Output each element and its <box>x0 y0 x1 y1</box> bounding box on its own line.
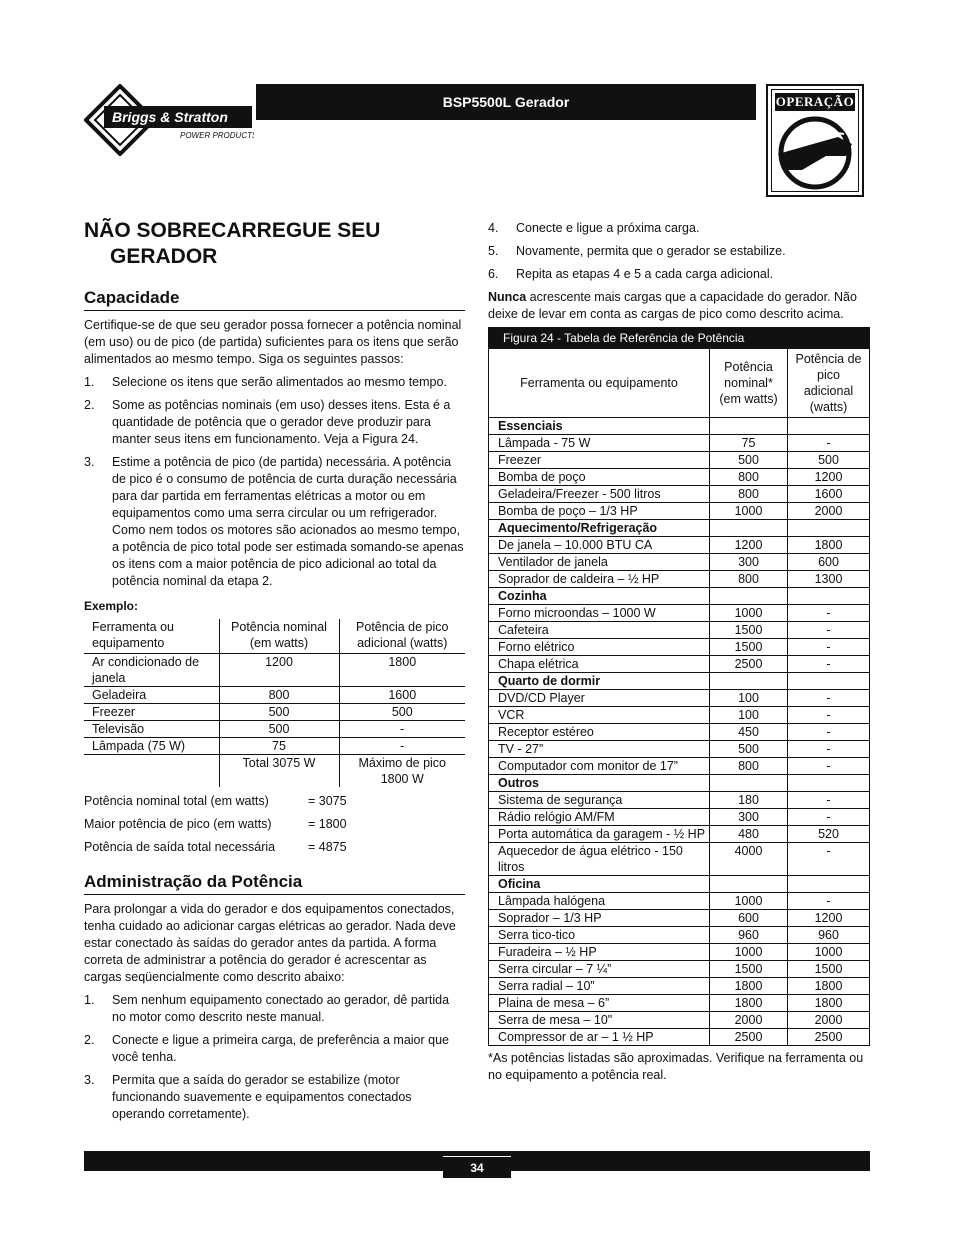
category-label: Oficina <box>489 876 710 893</box>
table-row: Geladeira 800 1600 <box>84 687 465 704</box>
equipment-name: Serra tico-tico <box>489 927 710 944</box>
nominal-watts: 2000 <box>710 1012 788 1029</box>
peak-watts: 2500 <box>788 1029 870 1046</box>
table-row <box>489 554 870 571</box>
summary-line: Potência de saída total necessária = 4875 <box>84 840 347 854</box>
nominal-watts: 180 <box>710 792 788 809</box>
nominal-watts: 1000 <box>710 605 788 622</box>
equipment-name: Cafeteira <box>489 622 710 639</box>
equipment-name: Bomba de poço <box>489 469 710 486</box>
category-label: Quarto de dormir <box>489 673 710 690</box>
table-header-row <box>489 349 870 418</box>
summary-line: Maior potência de pico (em watts) = 1800 <box>84 817 347 831</box>
peak-watts: - <box>788 435 870 452</box>
table-footnote: *As potências listadas são aproximadas. Verifique na ferramenta ou no equipamento a potência real. <box>488 1051 864 1082</box>
equipment-name: Rádio relógio AM/FM <box>489 809 710 826</box>
equipment-name: Forno microondas – 1000 W <box>489 605 710 622</box>
brand-logo <box>84 84 254 156</box>
table-row <box>489 792 870 809</box>
nominal-watts: 1200 <box>710 537 788 554</box>
nominal-watts: 1800 <box>710 995 788 1012</box>
table-row <box>489 622 870 639</box>
nominal-watts: 1000 <box>710 893 788 910</box>
table-row <box>489 486 870 503</box>
power-reference-table <box>488 327 870 1046</box>
nominal-watts: 100 <box>710 690 788 707</box>
peak-watts: 1200 <box>788 910 870 927</box>
nominal-watts: 480 <box>710 826 788 843</box>
equipment-name: Aquecedor de água elétrico - 150 litros <box>489 843 710 876</box>
equipment-name: Compressor de ar – 1 ½ HP <box>489 1029 710 1046</box>
peak-watts: 2000 <box>788 503 870 520</box>
category-label: Aquecimento/Refrigeração <box>489 520 710 537</box>
table-row <box>489 995 870 1012</box>
max-peak: Máximo de pico 1800 W <box>339 755 465 788</box>
table-category-row <box>489 520 870 537</box>
example-label: Exemplo: <box>84 599 139 613</box>
table-row <box>489 978 870 995</box>
capacity-intro: Certifique-se de que seu gerador possa fornecer a potência nominal (em uso) ou de pico (de partida) suficientes para os itens que serão alimentados ao mesmo tempo. Siga os seguintes passos: <box>84 318 462 366</box>
peak-watts: - <box>788 656 870 673</box>
peak-watts: 1600 <box>788 486 870 503</box>
table-row: Ar condicionado de janela 1200 1800 <box>84 654 465 687</box>
table-row <box>489 809 870 826</box>
hand-control-icon <box>772 112 858 192</box>
peak-watts: - <box>788 809 870 826</box>
equipment-name: Porta automática da garagem - ½ HP <box>489 826 710 843</box>
equipment-name: Chapa elétrica <box>489 656 710 673</box>
list-item: 2. Some as potências nominais (em uso) desses itens. Esta é a quantidade de potência que o gerador deve produzir para manter seus itens em funcionamento. Veja a Figura 24. <box>84 398 451 446</box>
nominal-watts: 300 <box>710 809 788 826</box>
table-row <box>489 707 870 724</box>
table-row <box>489 944 870 961</box>
peak-watts: 1300 <box>788 571 870 588</box>
table-row <box>489 843 870 876</box>
nominal-watts: 1800 <box>710 978 788 995</box>
column-header: Potência de pico adicional (watts) <box>339 619 465 654</box>
table-row <box>489 910 870 927</box>
left-column <box>84 218 465 1123</box>
equipment-name: Lâmpada - 75 W <box>489 435 710 452</box>
equipment-name: Freezer <box>489 452 710 469</box>
nominal-watts: 800 <box>710 758 788 775</box>
nominal-watts: 1000 <box>710 503 788 520</box>
table-row <box>489 469 870 486</box>
peak-watts: - <box>788 690 870 707</box>
peak-watts: 1800 <box>788 537 870 554</box>
nominal-watts: 2500 <box>710 1029 788 1046</box>
equipment-name: Soprador de caldeira – ½ HP <box>489 571 710 588</box>
table-row <box>489 639 870 656</box>
table-caption: Figura 24 - Tabela de Referência de Potência <box>489 328 870 349</box>
capacity-heading: Capacidade <box>84 288 465 311</box>
table-header-row <box>84 619 465 654</box>
table-category-row <box>489 588 870 605</box>
category-label: Essenciais <box>489 418 710 435</box>
table-row <box>489 758 870 775</box>
table-row <box>489 656 870 673</box>
equipment-name: VCR <box>489 707 710 724</box>
table-category-row <box>489 775 870 792</box>
peak-watts: 1200 <box>788 469 870 486</box>
list-item: 1. Selecione os itens que serão alimentados ao mesmo tempo. <box>84 375 447 389</box>
table-row <box>489 605 870 622</box>
peak-watts: 1800 <box>788 978 870 995</box>
equipment-name: Receptor estéreo <box>489 724 710 741</box>
table-row <box>489 927 870 944</box>
nominal-watts: 800 <box>710 571 788 588</box>
page-number: 34 <box>443 1156 511 1178</box>
nominal-watts: 800 <box>710 469 788 486</box>
nominal-watts: 4000 <box>710 843 788 876</box>
table-row <box>489 1029 870 1046</box>
nominal-watts: 1500 <box>710 639 788 656</box>
peak-watts: 960 <box>788 927 870 944</box>
peak-watts: 1000 <box>788 944 870 961</box>
table-row <box>489 724 870 741</box>
peak-watts: - <box>788 605 870 622</box>
nominal-watts: 1500 <box>710 622 788 639</box>
table-total-row <box>84 755 465 788</box>
column-header: Ferramenta ou equipamento <box>84 619 219 654</box>
peak-watts: 2000 <box>788 1012 870 1029</box>
table-row <box>489 741 870 758</box>
peak-watts: 600 <box>788 554 870 571</box>
section-badge <box>766 84 864 197</box>
nominal-watts: 600 <box>710 910 788 927</box>
equipment-name: Furadeira – ½ HP <box>489 944 710 961</box>
peak-watts: - <box>788 893 870 910</box>
peak-watts: 1500 <box>788 961 870 978</box>
table-row <box>489 503 870 520</box>
peak-watts: - <box>788 843 870 876</box>
svg-text:POWER PRODUCTS: POWER PRODUCTS <box>180 131 254 140</box>
equipment-name: Serra circular – 7 ¼” <box>489 961 710 978</box>
peak-watts: 500 <box>788 452 870 469</box>
table-row <box>489 893 870 910</box>
nominal-watts: 2500 <box>710 656 788 673</box>
list-item: 3. Permita que a saída do gerador se estabilize (motor funcionando suavemente e equipamentos conectados operando corretamente). <box>84 1073 412 1121</box>
equipment-name: Serra radial – 10” <box>489 978 710 995</box>
list-item: 3. Estime a potência de pico (de partida) necessária. A potência de pico é o consumo de potência de curta duração necessária para dar partida em ferramentas elétricas a motor ou em equipamentos como uma serra circular ou um refrigerador. Como nem todos os motores são acionados ao mesmo tempo, a potência de pico total pode ser estimada somando-se apenas os itens com a maior potência de pico adicional ao total da potência nominal da etapa 2. <box>84 455 464 588</box>
column-header: Potência nominal* (em watts) <box>710 349 788 418</box>
equipment-name: Forno elétrico <box>489 639 710 656</box>
column-header: Potência de pico adicional (watts) <box>788 349 870 418</box>
equipment-name: Plaina de mesa – 6” <box>489 995 710 1012</box>
right-column <box>488 218 870 1084</box>
table-category-row <box>489 876 870 893</box>
power-admin-heading: Administração da Potência <box>84 872 465 895</box>
table-row <box>489 1012 870 1029</box>
summary-line: Potência nominal total (em watts) = 3075 <box>84 794 347 808</box>
power-admin-intro: Para prolongar a vida do gerador e dos equipamentos conectados, tenha cuidado ao adicionar cargas elétricas ao gerador. Nada deve estar conectado às saídas do gerador antes da partida. A forma correta de administrar a potência do gerador é acrescentar as cargas seqüencialmente como descrito abaixo: <box>84 902 456 984</box>
column-header: Ferramenta ou equipamento <box>489 349 710 418</box>
equipment-name: Ventilador de janela <box>489 554 710 571</box>
equipment-name: De janela – 10.000 BTU CA <box>489 537 710 554</box>
category-label: Cozinha <box>489 588 710 605</box>
table-row <box>489 435 870 452</box>
peak-watts: 1800 <box>788 995 870 1012</box>
table-row: Televisão 500 - <box>84 721 465 738</box>
nominal-watts: 1500 <box>710 961 788 978</box>
peak-watts: - <box>788 639 870 656</box>
nominal-watts: 100 <box>710 707 788 724</box>
nominal-watts: 800 <box>710 486 788 503</box>
table-row <box>489 571 870 588</box>
equipment-name: Lâmpada halógena <box>489 893 710 910</box>
table-row: Lâmpada (75 W) 75 - <box>84 738 465 755</box>
total-nominal: Total 3075 W <box>219 755 339 788</box>
document-title: BSP5500L Gerador <box>256 84 756 120</box>
page-heading: NÃO SOBRECARREGUE SEU GERADOR <box>84 219 381 268</box>
equipment-name: DVD/CD Player <box>489 690 710 707</box>
table-category-row <box>489 673 870 690</box>
nominal-watts: 500 <box>710 741 788 758</box>
equipment-name: Serra de mesa – 10" <box>489 1012 710 1029</box>
table-row <box>489 452 870 469</box>
list-item: 5. Novamente, permita que o gerador se estabilize. <box>488 244 786 258</box>
table-row <box>489 690 870 707</box>
table-row: Freezer 500 500 <box>84 704 465 721</box>
nominal-watts: 300 <box>710 554 788 571</box>
peak-watts: - <box>788 741 870 758</box>
list-item: 4. Conecte e ligue a próxima carga. <box>488 221 700 235</box>
equipment-name: Soprador – 1/3 HP <box>489 910 710 927</box>
warning-paragraph: Nunca acrescente mais cargas que a capacidade do gerador. Não deixe de levar em conta as cargas de pico como descrito acima. <box>488 290 857 321</box>
equipment-name: Computador com monitor de 17” <box>489 758 710 775</box>
nominal-watts: 75 <box>710 435 788 452</box>
equipment-name: Bomba de poço – 1/3 HP <box>489 503 710 520</box>
table-category-row <box>489 418 870 435</box>
nominal-watts: 450 <box>710 724 788 741</box>
nominal-watts: 960 <box>710 927 788 944</box>
table-row <box>489 961 870 978</box>
column-header: Potência nominal (em watts) <box>219 619 339 654</box>
equipment-name: Geladeira/Freezer - 500 litros <box>489 486 710 503</box>
example-table <box>84 619 465 787</box>
list-item: 6. Repita as etapas 4 e 5 a cada carga adicional. <box>488 267 774 281</box>
peak-watts: 520 <box>788 826 870 843</box>
peak-watts: - <box>788 622 870 639</box>
nominal-watts: 1000 <box>710 944 788 961</box>
summary-block <box>84 793 465 856</box>
peak-watts: - <box>788 724 870 741</box>
equipment-name: TV - 27” <box>489 741 710 758</box>
power-admin-steps <box>84 992 465 1123</box>
equipment-name: Sistema de segurança <box>489 792 710 809</box>
table-row <box>489 537 870 554</box>
power-admin-steps-continued <box>488 220 870 283</box>
svg-text:Briggs & Stratton: Briggs & Stratton <box>112 109 228 125</box>
peak-watts: - <box>788 758 870 775</box>
peak-watts: - <box>788 707 870 724</box>
list-item: 1. Sem nenhum equipamento conectado ao gerador, dê partida no motor como descrito neste manual. <box>84 993 450 1024</box>
category-label: Outros <box>489 775 710 792</box>
section-badge-title: OPERAÇÃO <box>775 94 855 109</box>
capacity-steps <box>84 374 465 590</box>
list-item: 2. Conecte e ligue a primeira carga, de preferência a maior que você tenha. <box>84 1033 449 1064</box>
peak-watts: - <box>788 792 870 809</box>
table-row <box>489 826 870 843</box>
nominal-watts: 500 <box>710 452 788 469</box>
